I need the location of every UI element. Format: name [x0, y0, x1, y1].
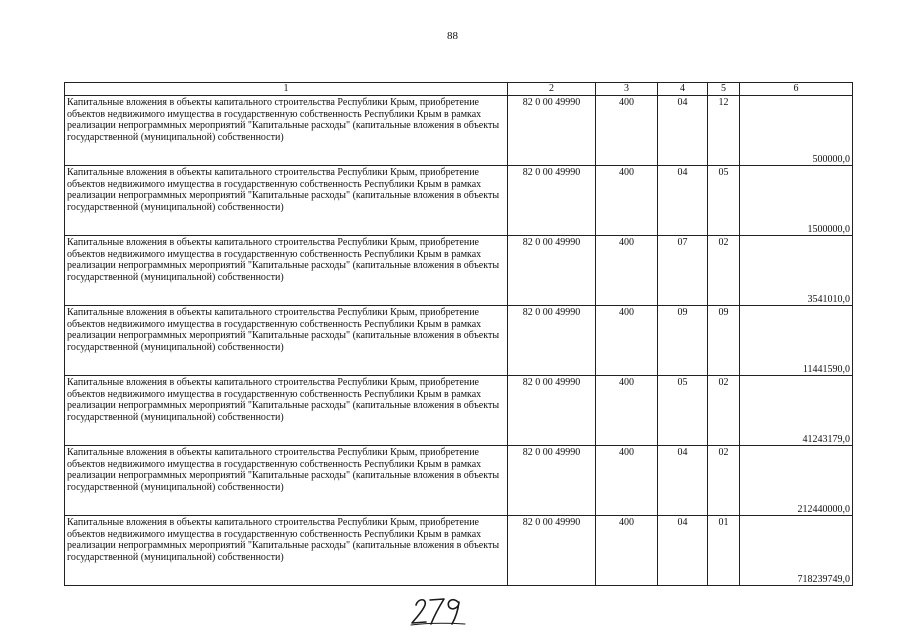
row-col4: 07 [658, 236, 708, 306]
row-col5: 05 [708, 166, 740, 236]
table-row [65, 376, 853, 446]
row-code: 82 0 00 49990 [508, 376, 596, 446]
row-amount: 11441590,0 [740, 306, 853, 376]
row-col4: 04 [658, 96, 708, 166]
header-col-4: 4 [658, 83, 708, 96]
header-col-2: 2 [508, 83, 596, 96]
row-code: 82 0 00 49990 [508, 516, 596, 586]
table-row [65, 306, 853, 376]
row-col3: 400 [596, 446, 658, 516]
header-col-1: 1 [65, 83, 508, 96]
row-description: Капитальные вложения в объекты капитального строительства Республики Крым, приобретение объектов недвижимого имущества в государственную собственность Республики Крым в рамках реализации непрограммных мероприятий "Капитальные расходы" (капитальные вложения в объекты государственной (муниципальной) собственности) [65, 236, 508, 306]
row-amount: 212440000,0 [740, 446, 853, 516]
row-col5: 09 [708, 306, 740, 376]
handwritten-signature [408, 592, 468, 626]
row-amount: 500000,0 [740, 96, 853, 166]
row-col5: 12 [708, 96, 740, 166]
row-description: Капитальные вложения в объекты капитального строительства Республики Крым, приобретение объектов недвижимого имущества в государственную собственность Республики Крым в рамках реализации непрограммных мероприятий "Капитальные расходы" (капитальные вложения в объекты государственной (муниципальной) собственности) [65, 446, 508, 516]
row-col3: 400 [596, 376, 658, 446]
page-number: 88 [447, 30, 458, 42]
row-col5: 01 [708, 516, 740, 586]
row-col5: 02 [708, 376, 740, 446]
row-col5: 02 [708, 236, 740, 306]
row-col3: 400 [596, 166, 658, 236]
row-code: 82 0 00 49990 [508, 166, 596, 236]
row-col4: 04 [658, 516, 708, 586]
row-amount: 41243179,0 [740, 376, 853, 446]
row-amount: 1500000,0 [740, 166, 853, 236]
row-col4: 04 [658, 446, 708, 516]
row-description: Капитальные вложения в объекты капитального строительства Республики Крым, приобретение объектов недвижимого имущества в государственную собственность Республики Крым в рамках реализации непрограммных мероприятий "Капитальные расходы" (капитальные вложения в объекты государственной (муниципальной) собственности) [65, 166, 508, 236]
row-code: 82 0 00 49990 [508, 236, 596, 306]
row-code: 82 0 00 49990 [508, 306, 596, 376]
row-col3: 400 [596, 96, 658, 166]
row-col4: 04 [658, 166, 708, 236]
row-code: 82 0 00 49990 [508, 446, 596, 516]
row-col4: 09 [658, 306, 708, 376]
table-row [65, 236, 853, 306]
row-col5: 02 [708, 446, 740, 516]
table-header-row [65, 83, 853, 96]
row-col3: 400 [596, 516, 658, 586]
header-col-3: 3 [596, 83, 658, 96]
table-row [65, 516, 853, 586]
table-row [65, 166, 853, 236]
row-description: Капитальные вложения в объекты капитального строительства Республики Крым, приобретение объектов недвижимого имущества в государственную собственность Республики Крым в рамках реализации непрограммных мероприятий "Капитальные расходы" (капитальные вложения в объекты государственной (муниципальной) собственности) [65, 96, 508, 166]
row-amount: 718239749,0 [740, 516, 853, 586]
row-col3: 400 [596, 236, 658, 306]
row-code: 82 0 00 49990 [508, 96, 596, 166]
row-description: Капитальные вложения в объекты капитального строительства Республики Крым, приобретение объектов недвижимого имущества в государственную собственность Республики Крым в рамках реализации непрограммных мероприятий "Капитальные расходы" (капитальные вложения в объекты государственной (муниципальной) собственности) [65, 376, 508, 446]
row-col4: 05 [658, 376, 708, 446]
table-row [65, 96, 853, 166]
header-col-5: 5 [708, 83, 740, 96]
table-row [65, 446, 853, 516]
row-amount: 3541010,0 [740, 236, 853, 306]
row-col3: 400 [596, 306, 658, 376]
row-description: Капитальные вложения в объекты капитального строительства Республики Крым, приобретение объектов недвижимого имущества в государственную собственность Республики Крым в рамках реализации непрограммных мероприятий "Капитальные расходы" (капитальные вложения в объекты государственной (муниципальной) собственности) [65, 516, 508, 586]
header-col-6: 6 [740, 83, 853, 96]
budget-table [64, 82, 853, 586]
row-description: Капитальные вложения в объекты капитального строительства Республики Крым, приобретение объектов недвижимого имущества в государственную собственность Республики Крым в рамках реализации непрограммных мероприятий "Капитальные расходы" (капитальные вложения в объекты государственной (муниципальной) собственности) [65, 306, 508, 376]
